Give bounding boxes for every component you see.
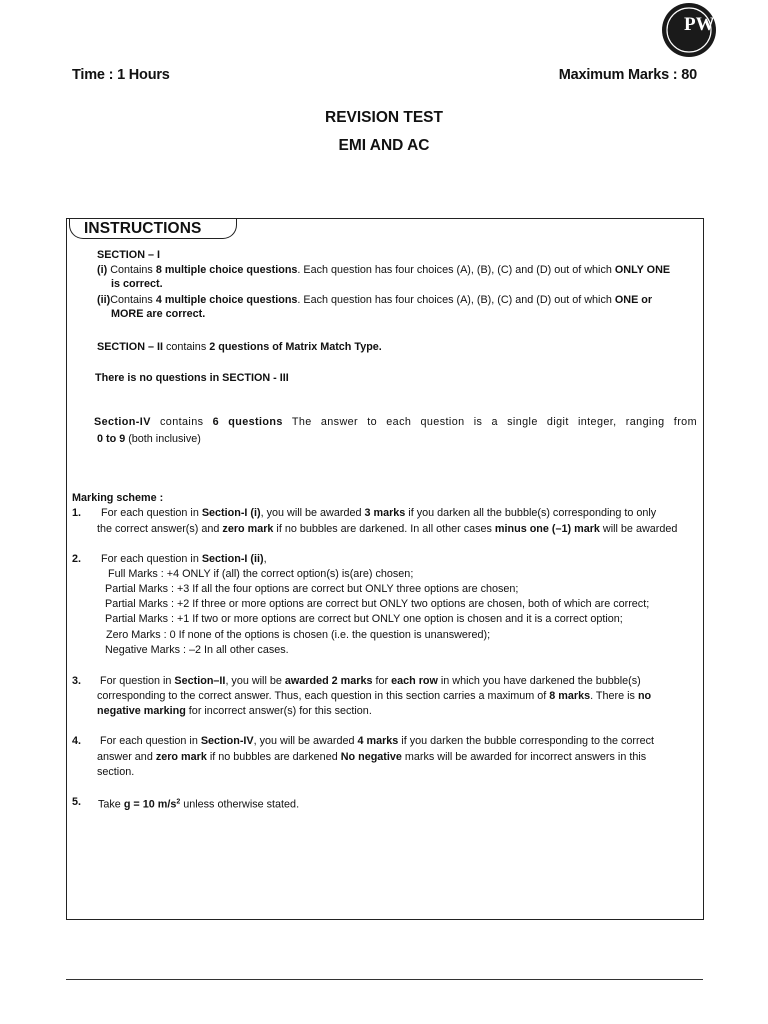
marking-scheme-heading: Marking scheme : [72, 492, 164, 504]
test-title: REVISION TEST [325, 109, 443, 126]
marking-item-1-line2: the correct answer(s) and zero mark if no bubbles are darkened. In all other cases minus one (–1) mark will be awarded [97, 523, 678, 535]
section4-text: Section-IV contains 6 questions The answer to each question is a single digit integer, ranging from [94, 416, 697, 428]
marking-item-2-partial3: Partial Marks : +3 If all the four options are correct but ONLY three options are chosen; [105, 583, 519, 595]
marking-item-2-negative: Negative Marks : –2 In all other cases. [105, 644, 289, 656]
marking-item-2-partial2: Partial Marks : +2 If three or more options are correct but ONLY two options are chosen, both of which are correct; [105, 598, 650, 610]
marking-item-4-line2: answer and zero mark if no bubbles are darkened No negative marks will be awarded for incorrect answers in this [97, 751, 647, 763]
section1-item-i: (i) Contains 8 multiple choice questions. Each question has four choices (A), (B), (C) and (D) out of which ONLY ONE [97, 264, 671, 276]
marking-item-2-full: Full Marks : +4 ONLY if (all) the correct option(s) is(are) chosen; [108, 568, 414, 580]
section1-item-ii-cont: MORE are correct. [111, 308, 206, 320]
marking-item-4-line1: For each question in Section-IV, you will be awarded 4 marks if you darken the bubble corresponding to the correct [100, 735, 654, 747]
time-label: Time : 1 Hours [72, 67, 170, 83]
section1-item-i-cont: is correct. [111, 278, 163, 290]
section2-text: SECTION – II contains 2 questions of Matrix Match Type. [97, 341, 382, 353]
section3-text: There is no questions in SECTION - III [95, 372, 289, 384]
marking-item-3-line2: corresponding to the correct answer. Thus, each question in this section carries a maximum of 8 marks. There is no [97, 690, 652, 702]
instructions-heading: INSTRUCTIONS [84, 220, 202, 237]
marking-item-1-number: 1. [72, 507, 82, 519]
marking-item-3-line3: negative marking for incorrect answer(s) for this section. [97, 705, 372, 717]
section4-text-cont: 0 to 9 (both inclusive) [97, 433, 201, 445]
max-marks-label: Maximum Marks : 80 [558, 67, 697, 83]
marking-item-3-number: 3. [72, 675, 82, 687]
marking-item-2-partial1: Partial Marks : +1 If two or more options are correct but ONLY one option is chosen and it is a correct option; [105, 613, 623, 625]
marking-item-5-number: 5. [72, 796, 82, 808]
marking-item-2-zero: Zero Marks : 0 If none of the options is chosen (i.e. the question is unanswered); [106, 629, 491, 641]
instructions-tab [69, 219, 237, 239]
section1-item-ii: (ii)Contains 4 multiple choice questions. Each question has four choices (A), (B), (C) and (D) out of which ONE or [97, 294, 653, 306]
marking-item-1-line1: For each question in Section-I (i), you will be awarded 3 marks if you darken all the bubble(s) corresponding to only [101, 507, 657, 519]
marking-item-4-line3: section. [97, 766, 135, 778]
marking-item-3-line1: For question in Section–II, you will be awarded 2 marks for each row in which you have darkened the bubble(s) [100, 675, 641, 687]
pw-logo [662, 3, 716, 57]
marking-item-5-line1: Take g = 10 $m/s^2$ unless otherwise stated. [98, 798, 300, 811]
section1-label: SECTION – I [97, 249, 160, 261]
marking-item-2-number: 2. [72, 553, 82, 565]
test-subtitle: EMI AND AC [338, 137, 430, 154]
marking-item-2-line1: For each question in Section-I (ii), [101, 553, 267, 565]
marking-item-4-number: 4. [72, 735, 82, 747]
logo-letter-p: PW [684, 14, 715, 35]
footer-divider [66, 979, 703, 980]
